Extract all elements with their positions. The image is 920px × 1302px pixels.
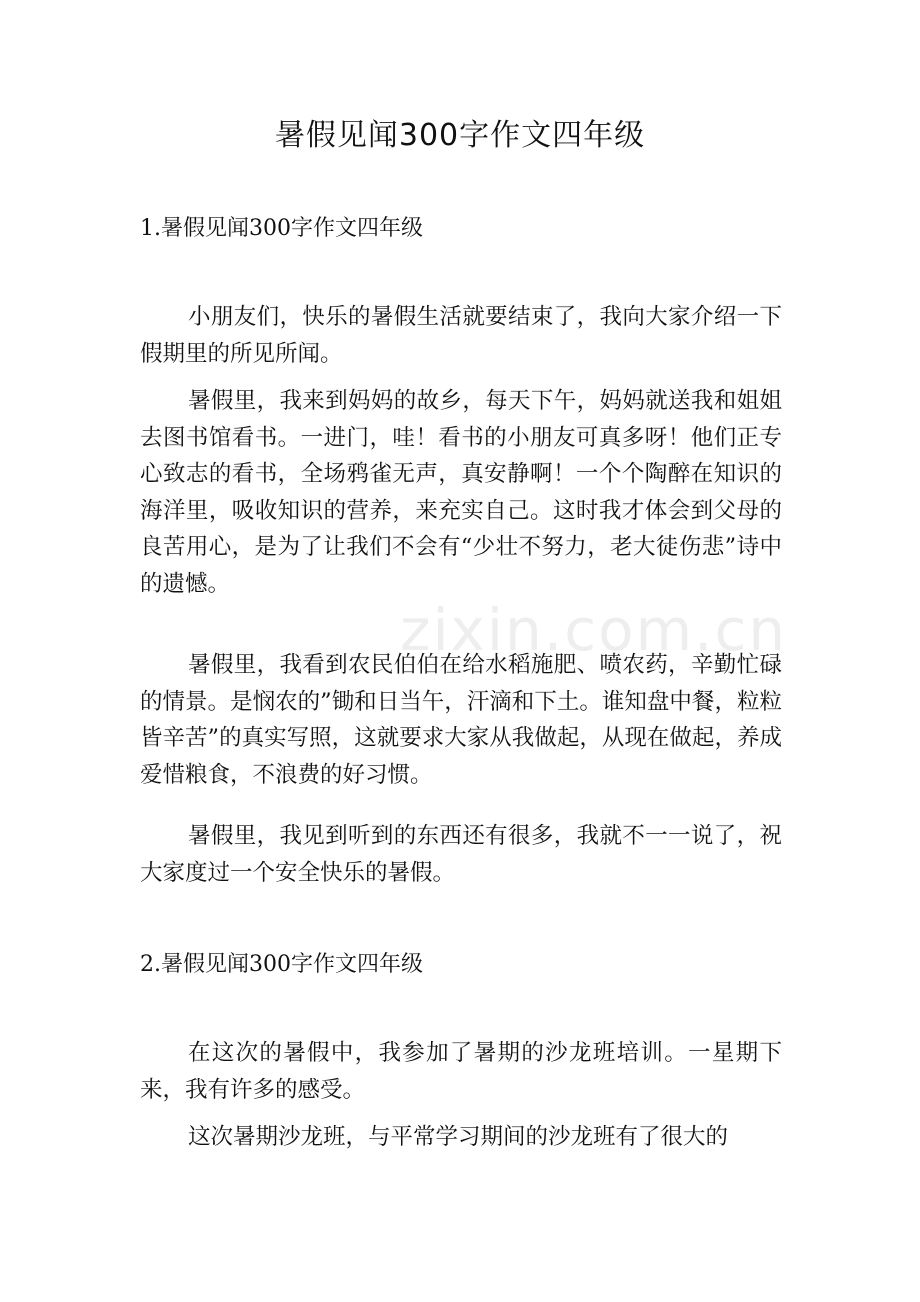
section-1-paragraph-2: 暑假里，我来到妈妈的故乡，每天下午，妈妈就送我和姐姐去图书馆看书。一进门，哇！看书的小朋友可真多呀！他们正专心致志的看书，全场鸦雀无声，真安静啊！一个个陶醉在知识的海洋里，吸收知识的营养，来充实自己。这时我才体会到父母的良苦用心，是为了让我们不会有“少壮不努力，老大徒伤悲”诗中的遗憾。 bbox=[140, 388, 782, 597]
section-1-paragraph-3: 暑假里，我看到农民伯伯在给水稻施肥、喷农药，辛勤忙碌的情景。是悯农的”锄和日当午，汗滴和下土。谁知盘中餐，粒粒皆辛苦”的真实写照，这就要求大家从我做起，从现在做起，养成爱惜粮食，不浪费的好习惯。 bbox=[140, 652, 782, 788]
section-heading-1: 1.暑假见闻300字作文四年级 bbox=[140, 216, 423, 241]
section-heading-2: 2.暑假见闻300字作文四年级 bbox=[140, 952, 423, 977]
section-2-paragraph-2: 这次暑期沙龙班，与平常学习期间的沙龙班有了很大的 bbox=[188, 1124, 729, 1150]
watermark: zixin.com.cn bbox=[400, 596, 788, 664]
document-title: 暑假见闻300字作文四年级 bbox=[274, 118, 646, 153]
section-1-paragraph-4: 暑假里，我见到听到的东西还有很多，我就不一一说了，祝大家度过一个安全快乐的暑假。 bbox=[140, 823, 782, 886]
section-1-paragraph-1: 小朋友们，快乐的暑假生活就要结束了，我向大家介绍一下假期里的所见所闻。 bbox=[140, 304, 782, 367]
section-2-paragraph-1: 在这次的暑假中，我参加了暑期的沙龙班培训。一星期下来，我有许多的感受。 bbox=[140, 1040, 782, 1103]
